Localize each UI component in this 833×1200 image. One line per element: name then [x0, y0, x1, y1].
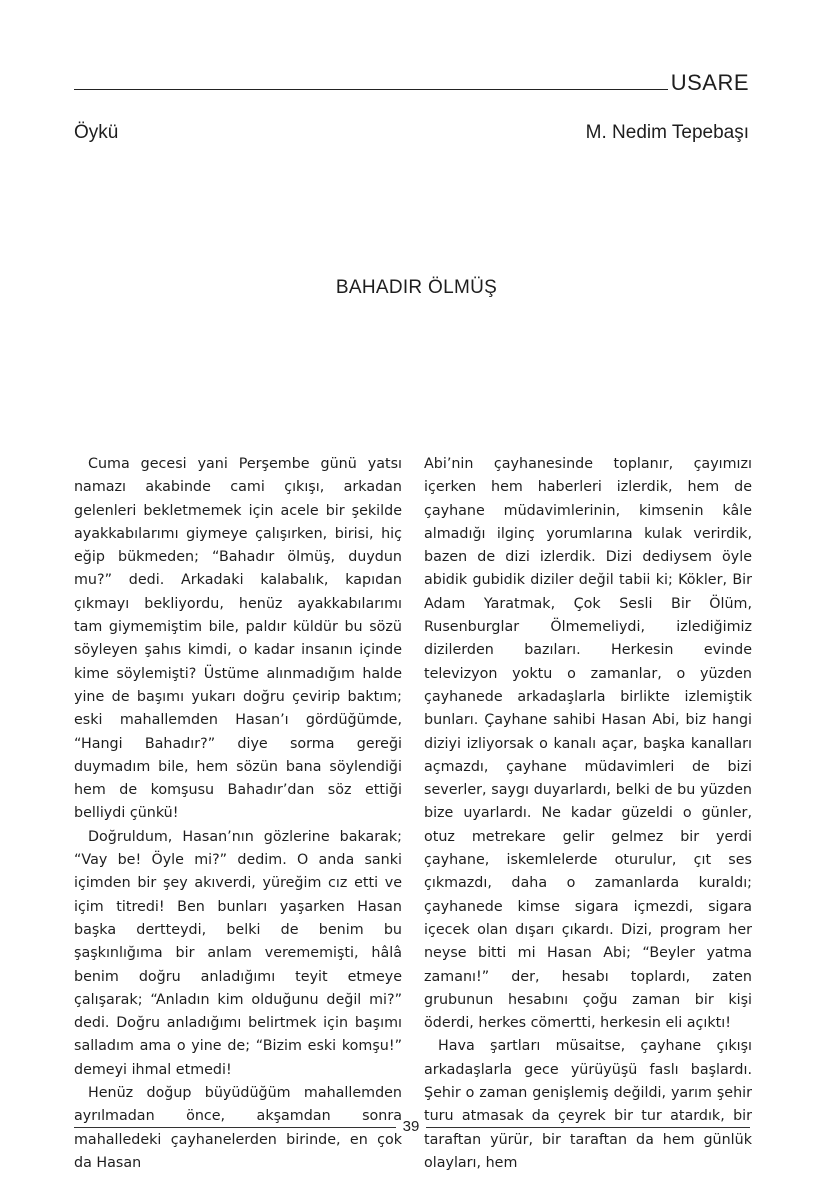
paragraph: Hava şartları müsaitse, çayhane çıkışı arkadaşlarla gece yürüyüşü faslı başlardı. Şehir o zaman genişlemiş değildi, yarım şehir turu atmasak da çeyrek bir tur atardık, bir taraftan yürür, bir taraftan da hem günlük olayları, hem	[424, 1038, 752, 1171]
paragraph: Cuma gecesi yani Perşembe günü yatsı namazı akabinde cami çıkışı, arkadan gelenleri bekletmemek için acele bir şekilde ayakkabılarımı giymeye çalışırken, birisi, hiç eğip bükmeden; “Bahadır ölmüş, duydun mu?” dedi. Arkadaki kalabalık, kapıdan çıkmayı bekliyordu, henüz ayakkabılarımı tam giymemiştim bile, paldır küldür bu sözü söyleyen şahıs kimdi, o kadar insanın içinde kime söylemişti? Üstüme alınmadığım halde yine de başımı yukarı doğru çevirip baktım; eski mahallemden Hasan’ı gördüğümde, “Hangi Bahadır?” diye sorma gereği duymadım bile, hem sözün bana söylendiği hem de komşusu Bahadır’dan söz ettiği belliydi çünkü!	[74, 456, 402, 822]
author-name: M. Nedim Tepebaşı	[585, 122, 749, 143]
left-column	[74, 453, 402, 1175]
paragraph: Abi’nin çayhanesinde toplanır, çayımızı içerken hem haberleri izlerdik, hem de çayhane müdavimlerinin, kimsenin kâle almadığı ilginç yorumlarına kulak verirdik, bazen de dizi izlerdik. Dizi dediysem öyle abidik gubidik diziler değil tabii ki; Kökler, Bir Adam Yaratmak, Çok Sesli Bir Ölüm, Rusenburglar Ölmemeliydi, izlediğimiz dizilerden bazıları. Herkesin evinde televizyon yoktu o zamanlar, o yüzden çayhanede arkadaşlarla birlikte izlemiştik bunları. Çayhane sahibi Hasan Abi, biz hangi diziyi izliyorsak o kanalı açar, başka kanalları açmazdı, çayhane müdavimleri de bizi severler, saygı duyarlardı, belki de bu yüzden bize uyarlardı. Ne kadar güzeldi o günler, otuz metrekare gelir gelmez bir yerdi çayhane, iskemlelerde oturulur, çıt ses çıkmazdı, daha o zamanlarda kuraldı; çayhanede kimse sigara içmezdi, sigara içecek olan dışarı çıkardı. Dizi, program her neyse bitti mi Hasan Abi; “Beyler yatma zamanı!” der, hesabı toplardı, zaten grubunun hesabını çoğu zaman bir kişi öderdi, herkes cömertti, herkesin eli açıktı!	[424, 456, 752, 1032]
footer-rule-left	[74, 1127, 396, 1128]
footer-rule-right	[426, 1127, 750, 1128]
section-label: Öykü	[74, 122, 119, 143]
paragraph: Henüz doğup büyüdüğüm mahallemden ayrılmadan önce, akşamdan sonra mahalledeki çayhanelerden birinde, en çok da Hasan	[74, 1085, 402, 1171]
story-title: BAHADIR ÖLMÜŞ	[335, 277, 498, 298]
paragraph: Doğruldum, Hasan’nın gözlerine bakarak; “Vay be! Öyle mi?” dedim. O anda sanki içimden bir şey akıverdi, yüreğim cız etti ve içim titredi! Ben bunları yaşarken Hasan başka dertteydi, belki de benim bu şaşkınlığıma bir anlam verememişti, hâlâ benim doğru anladığımı teyit etmeye çalışarak; “Anladın kim olduğunu değil mi?” dedi. Doğru anladığımı belirtmek için başımı salladım ama o yine de; “Bizim eski komşu!” demeyi ihmal etmedi!	[74, 828, 402, 1078]
page-number: 39	[402, 1118, 420, 1135]
header-rule	[74, 89, 668, 90]
right-column	[424, 453, 752, 1175]
journal-name: USARE	[670, 70, 749, 95]
